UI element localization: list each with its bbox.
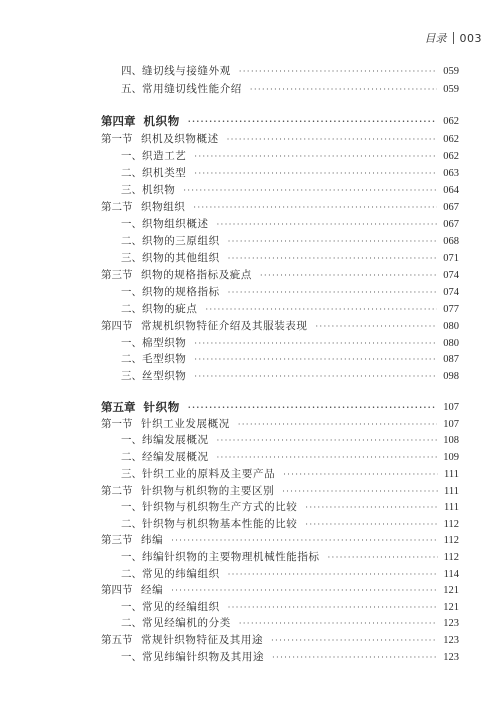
toc-entry-page: 123: [443, 652, 459, 663]
toc-entry-page: 107: [443, 402, 459, 413]
toc-entry-page: 123: [443, 618, 459, 629]
toc-entry-number: 二、: [121, 235, 142, 247]
toc-entry-title: 纬编发展概况: [142, 434, 209, 446]
dot-leader: [171, 532, 437, 549]
toc-entry-number: 四、: [121, 65, 142, 77]
toc-entry-page: 062: [443, 134, 459, 145]
toc-entry-number: 第一节: [101, 418, 133, 430]
toc-entry-section: [101, 483, 459, 500]
dot-leader: [171, 582, 437, 599]
toc-entry-title: 针织物与机织物生产方式的比较: [142, 501, 298, 513]
toc-entry-page: 063: [443, 168, 459, 179]
dot-leader: [260, 267, 437, 284]
toc-entry-title: 织造工艺: [142, 150, 187, 162]
dot-leader: [183, 182, 437, 199]
dot-leader: [194, 148, 437, 165]
toc-entry-number: 三、: [121, 252, 142, 264]
toc-entry-number: 第三节: [101, 534, 133, 546]
toc-entry-item: [99, 63, 459, 80]
toc-entry-page: 068: [443, 236, 459, 247]
toc-entry-page: 071: [443, 253, 459, 264]
dot-leader: [305, 499, 438, 516]
toc-entry-item: [99, 449, 459, 466]
toc-entry-title: 机织物: [143, 114, 180, 128]
toc-entry-item: [99, 499, 459, 516]
toc-entry-number: 二、: [121, 303, 142, 315]
toc-entry-title: 织物的疵点: [142, 303, 198, 315]
toc-entry-item: [99, 148, 459, 165]
toc-entry-item: [99, 368, 459, 385]
toc-entry-number: 第四章: [101, 114, 136, 128]
toc-entry-title: 常用缝切线性能介绍: [142, 83, 242, 95]
toc-entry-item: [99, 432, 459, 449]
toc-entry-title: 织物的其他组织: [142, 252, 220, 264]
toc-entry-number: 第二节: [101, 485, 133, 497]
toc-entry-item: [99, 649, 459, 666]
toc-entry-number: 第五章: [101, 400, 136, 414]
toc-entry-number: 一、: [121, 150, 142, 162]
toc-entry-page: 067: [443, 202, 459, 213]
toc-entry-number: 二、: [121, 617, 142, 629]
toc-entry-number: 一、: [121, 434, 142, 446]
toc-entry-page: 064: [443, 185, 459, 196]
dot-leader: [217, 216, 438, 233]
dot-leader: [188, 113, 437, 130]
toc-entry-number: 三、: [121, 468, 142, 480]
toc-entry-number: 一、: [121, 337, 142, 349]
dot-leader: [193, 199, 437, 216]
toc-entry-title: 丝型织物: [142, 370, 187, 382]
dot-leader: [228, 250, 438, 267]
dot-leader: [194, 351, 437, 368]
toc-entry-item: [99, 182, 459, 199]
toc-entry-number: 一、: [121, 601, 142, 613]
toc-entry-number: 一、: [121, 218, 142, 230]
toc-entry-page: 059: [443, 66, 459, 77]
dot-leader: [316, 318, 438, 335]
toc-entry-title: 织物的规格指标: [142, 286, 220, 298]
dot-leader: [328, 549, 438, 566]
toc-entry-number: 第三节: [101, 269, 133, 281]
toc-entry-item: [99, 351, 459, 368]
toc-entry-title: 经编发展概况: [142, 451, 209, 463]
dot-leader: [217, 449, 438, 466]
toc-entry-number: 第一节: [101, 133, 133, 145]
toc-entry-page: 074: [443, 287, 459, 298]
toc-entry-chapter: [101, 399, 459, 416]
toc-entry-page: 121: [443, 585, 459, 596]
dot-leader: [228, 284, 438, 301]
toc-entry-title: 针织物与机织物的主要区别: [141, 485, 275, 497]
toc-entry-page: 087: [443, 354, 459, 365]
toc-entry-item: [99, 549, 459, 566]
toc-entry-title: 常见的经编组织: [142, 601, 220, 613]
toc-entry-item: [99, 216, 459, 233]
dot-leader: [228, 566, 438, 583]
dot-leader: [238, 416, 437, 433]
dot-leader: [228, 233, 438, 250]
dot-leader: [188, 399, 437, 416]
dot-leader: [250, 81, 437, 98]
dot-leader: [283, 466, 438, 483]
toc-entry-section: [101, 416, 459, 433]
toc-entry-title: 机织物: [142, 184, 176, 196]
dot-leader: [239, 63, 437, 80]
toc-entry-title: 针织物: [143, 400, 180, 414]
dot-leader: [227, 131, 438, 148]
toc-entry-item: [99, 566, 459, 583]
toc-entry-number: 一、: [121, 651, 142, 663]
toc-entry-item: [99, 233, 459, 250]
toc-entry-page: 080: [443, 321, 459, 332]
toc-entry-page: 062: [443, 151, 459, 162]
toc-entry-title: 常见经编机的分类: [142, 617, 231, 629]
toc-entry-number: 五、: [121, 83, 142, 95]
toc-entry-page: 121: [443, 602, 459, 613]
toc-entry-item: [99, 165, 459, 182]
header-title: 目录: [424, 32, 447, 45]
dot-leader: [272, 649, 437, 666]
dot-leader: [217, 432, 438, 449]
toc-entry-number: 二、: [121, 451, 142, 463]
toc-entry-item: [99, 250, 459, 267]
toc-entry-title: 织机类型: [142, 167, 187, 179]
toc-entry-title: 织机及织物概述: [141, 133, 219, 145]
toc-entry-title: 纬编: [141, 534, 164, 546]
toc-entry-section: [101, 199, 459, 216]
header-divider: [453, 32, 454, 44]
toc-entry-title: 毛型织物: [142, 353, 187, 365]
toc-entry-page: 074: [443, 270, 459, 281]
toc-entry-section: [101, 131, 459, 148]
dot-leader: [194, 335, 437, 352]
toc-entry-title: 织物的规格指标及疵点: [141, 269, 252, 281]
toc-entry-page: 111: [444, 502, 459, 513]
toc-entry-title: 织物组织概述: [142, 218, 209, 230]
toc-entry-number: 第四节: [101, 584, 133, 596]
toc-entry-title: 针织工业发展概况: [141, 418, 230, 430]
toc-entry-number: 一、: [121, 551, 142, 563]
toc-entry-title: 常规机织物特征介绍及其服装表现: [141, 320, 308, 332]
toc-entry-number: 二、: [121, 353, 142, 365]
toc-entry-page: 114: [443, 569, 459, 580]
toc-entry-page: 112: [443, 519, 459, 530]
toc-entry-number: 三、: [121, 370, 142, 382]
toc-entry-title: 常见纬编针织物及其用途: [142, 651, 265, 663]
toc-entry-title: 棉型织物: [142, 337, 187, 349]
toc-entry-page: 108: [443, 435, 459, 446]
toc-entry-number: 三、: [121, 184, 142, 196]
toc-entry-title: 针织物与机织物基本性能的比较: [142, 518, 298, 530]
dot-leader: [228, 599, 438, 616]
toc-entry-page: 067: [443, 219, 459, 230]
toc-entry-title: 纬编针织物的主要物理机械性能指标: [142, 551, 320, 563]
toc-entry-number: 第二节: [101, 201, 133, 213]
toc-entry-item: [99, 466, 459, 483]
toc-entry-item: [99, 615, 459, 632]
toc-entry-title: 织物组织: [141, 201, 186, 213]
toc-entry-page: 059: [443, 84, 459, 95]
toc-entry-title: 常见的纬编组织: [142, 568, 220, 580]
toc-entry-page: 112: [443, 552, 459, 563]
toc-entry-title: 针织工业的原料及主要产品: [142, 468, 276, 480]
toc-entry-item: [99, 599, 459, 616]
toc-entry-page: 123: [443, 635, 459, 646]
dot-leader: [305, 516, 437, 533]
toc-entry-section: [101, 318, 459, 335]
toc-entry-number: 二、: [121, 568, 142, 580]
dot-leader: [206, 301, 438, 318]
running-header: [425, 30, 483, 46]
toc-entry-page: 111: [444, 486, 459, 497]
toc-entry-page: 062: [443, 116, 459, 127]
toc-entry-number: 二、: [121, 167, 142, 179]
toc-entry-number: 第四节: [101, 320, 133, 332]
toc-entry-page: 107: [443, 419, 459, 430]
dot-leader: [271, 632, 437, 649]
toc-entry-item: [99, 516, 459, 533]
toc-entry-title: 经编: [141, 584, 164, 596]
dot-leader: [194, 165, 437, 182]
toc-entry-number: 二、: [121, 518, 142, 530]
toc-entry-number: 第五节: [101, 634, 133, 646]
toc-entry-title: 常规针织物特征及其用途: [141, 634, 264, 646]
toc-entry-number: 一、: [121, 286, 142, 298]
toc-entry-title: 织物的三原组织: [142, 235, 220, 247]
toc-entry-title: 缝切线与接缝外观: [142, 65, 231, 77]
toc-entry-item: [99, 301, 459, 318]
toc-entry-item: [99, 284, 459, 301]
toc-entry-page: 111: [444, 469, 459, 480]
toc-entry-item: [99, 335, 459, 352]
dot-leader: [282, 483, 438, 500]
toc-entry-page: 098: [443, 371, 459, 382]
page-number: 003: [459, 31, 482, 45]
toc-entry-section: [101, 267, 459, 284]
toc-entry-page: 080: [443, 338, 459, 349]
toc-entry-section: [101, 582, 459, 599]
toc-entry-chapter: [101, 113, 459, 130]
toc-entry-page: 077: [443, 304, 459, 315]
toc-entry-page: 109: [443, 452, 459, 463]
dot-leader: [194, 368, 437, 385]
toc-entry-item: [99, 81, 459, 98]
toc-entry-page: 112: [443, 535, 459, 546]
dot-leader: [239, 615, 437, 632]
toc-entry-section: [101, 632, 459, 649]
toc-entry-number: 一、: [121, 501, 142, 513]
toc-entry-section: [101, 532, 459, 549]
